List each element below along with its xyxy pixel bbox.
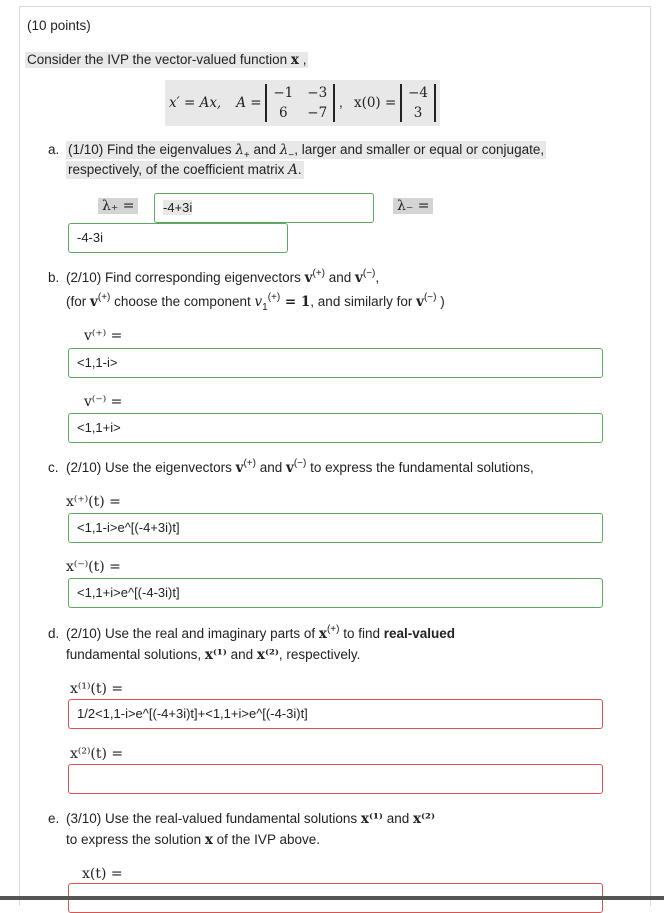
x1-symbol: x⁽¹⁾ xyxy=(360,811,383,827)
part-a-question-line1 xyxy=(66,141,546,159)
intro-var: x xyxy=(290,52,299,68)
plus-superscript: (+) xyxy=(312,268,325,279)
x-plus-input[interactable] xyxy=(68,513,603,543)
part-d-letter: d. xyxy=(48,626,60,641)
part-e-text: (3/10) Use the real-valued fundamental solutions xyxy=(66,811,361,826)
minus-superscript: (−) xyxy=(362,268,376,279)
v-symbol: v xyxy=(416,294,424,310)
part-a-letter: a. xyxy=(48,142,60,157)
part-a-question-line2: respectively, of the coefficient matrix A. xyxy=(68,162,302,178)
part-c-letter: c. xyxy=(48,460,59,475)
v-plus-label: v⁽⁺⁾ = xyxy=(84,328,123,344)
part-c-text: (2/10) Use the eigenvectors xyxy=(66,460,236,475)
part-d-question-line2 xyxy=(66,647,360,663)
x2-label: x⁽²⁾(t) = xyxy=(70,746,124,762)
points-label: (10 points) xyxy=(27,18,91,33)
lambda-minus-label: λ₋ = xyxy=(393,198,433,214)
part-b-text: (for xyxy=(66,294,91,309)
part-e-letter: e. xyxy=(48,811,60,826)
x2-symbol: x⁽²⁾ xyxy=(256,647,279,663)
part-d-text: and xyxy=(226,647,257,662)
x-minus-label: x⁽⁻⁾(t) = xyxy=(66,559,121,575)
ivp-equation: x′ = Ax, A = −1 −3 6 −7 , x(0) = −4 3 xyxy=(165,80,440,126)
part-b-text: and xyxy=(325,270,356,285)
x2-input[interactable] xyxy=(68,764,603,794)
plus-superscript: (+) xyxy=(267,292,281,303)
part-b-letter: b. xyxy=(48,270,60,285)
v-symbol: v xyxy=(90,294,98,310)
part-c-text: and xyxy=(255,460,286,475)
part-d-text: (2/10) Use the real and imaginary parts of xyxy=(66,626,319,641)
v-plus-value: <1,1-i> xyxy=(77,355,118,370)
matrix-var: A xyxy=(288,162,298,178)
lambda-plus-symbol: λ xyxy=(235,142,244,158)
part-d-text: , respectively. xyxy=(278,647,361,662)
matrix-cell: −1 xyxy=(273,85,294,102)
part-b-question-line1: (2/10) Find corresponding eigenvectors v(+) and v(−), xyxy=(66,268,380,286)
x1-label: x⁽¹⁾(t) = xyxy=(70,681,124,697)
part-a-text: and xyxy=(249,142,280,157)
part-e-question-line2 xyxy=(66,832,320,848)
part-e-text: to express the solution xyxy=(66,832,205,847)
initial-vector xyxy=(400,84,436,122)
part-a-text: , larger and smaller or equal or conjugate, xyxy=(294,142,545,157)
x-symbol: x xyxy=(318,626,327,642)
matrix-label: A = xyxy=(236,95,262,111)
part-b-text: (2/10) Find corresponding eigenvectors xyxy=(66,270,305,285)
v-minus-input[interactable] xyxy=(68,413,603,443)
part-e-text: and xyxy=(382,811,413,826)
minus-superscript: (−) xyxy=(293,458,307,469)
lambda-minus-value: -4-3i xyxy=(77,230,104,245)
lambda-minus-symbol: λ xyxy=(279,142,289,158)
ode-lhs: x′ = Ax, xyxy=(169,95,222,111)
v-symbol: v xyxy=(285,460,294,476)
vector-cell: −4 xyxy=(408,85,428,102)
part-b-text: choose the component xyxy=(110,294,255,309)
real-valued-emphasis: real-valued xyxy=(383,626,456,641)
plus-superscript: (+) xyxy=(97,292,111,303)
part-e-text: of the IVP above. xyxy=(212,832,320,847)
v-minus-value: <1,1+i> xyxy=(77,420,121,435)
lambda-minus-input[interactable] xyxy=(68,223,288,253)
part-a-text: (1/10) Find the eigenvalues xyxy=(68,142,236,157)
v-plus-input[interactable] xyxy=(68,348,603,378)
x1-value: 1/2<1,1-i>e^[(-4+3i)t]+<1,1+i>e^[(-4-3i)t] xyxy=(77,706,308,721)
lambda-plus-subscript: + xyxy=(243,150,250,161)
bottom-scrollbar[interactable] xyxy=(0,896,664,900)
matrix-cell: −3 xyxy=(307,85,328,102)
matrix-cell: 6 xyxy=(279,105,288,122)
part-d-text: fundamental solutions, xyxy=(66,647,205,662)
x-minus-value: <1,1+i>e^[(-4-3i)t] xyxy=(77,585,180,600)
plus-superscript: (+) xyxy=(326,624,340,635)
part-e-question-line1 xyxy=(66,811,435,827)
intro-sentence: Consider the IVP the vector-valued function xyxy=(27,52,291,67)
x-plus-label: x⁽⁺⁾(t) = xyxy=(66,494,121,510)
part-b-text: ) xyxy=(436,294,445,309)
v-symbol: v xyxy=(304,270,313,286)
part-c-text: to express the fundamental solutions, xyxy=(306,460,534,475)
x-minus-input[interactable] xyxy=(68,578,603,608)
part-a-text: respectively, of the coefficient matrix xyxy=(68,162,289,177)
x-solution-label: x(t) = xyxy=(82,866,123,882)
v1-symbol: v xyxy=(254,294,263,310)
x2-symbol: x⁽²⁾ xyxy=(412,811,435,827)
v1-value: = 1 xyxy=(280,294,311,310)
v-symbol: v xyxy=(235,460,244,476)
part-b-text: , and similarly for xyxy=(310,294,417,309)
initial-condition-label: x(0) = xyxy=(353,95,397,111)
coefficient-matrix xyxy=(265,84,335,122)
v1-subscript: 1 xyxy=(262,302,268,313)
v-minus-label: v⁽⁻⁾ = xyxy=(84,394,123,410)
lambda-plus-value: -4+3i xyxy=(163,200,193,215)
minus-superscript: (−) xyxy=(423,292,437,303)
lambda-plus-label: λ₊ = xyxy=(98,198,138,214)
plus-superscript: (+) xyxy=(243,458,256,469)
matrix-cell: −7 xyxy=(307,105,328,122)
part-d-question-line1 xyxy=(66,626,455,642)
intro-text: Consider the IVP the vector-valued function x , xyxy=(27,52,307,68)
lambda-plus-input[interactable] xyxy=(154,193,374,223)
part-d-text: to find xyxy=(339,626,384,641)
part-b-question-line2 xyxy=(66,292,445,313)
x-plus-value: <1,1-i>e^[(-4+3i)t] xyxy=(77,520,180,535)
x1-input[interactable] xyxy=(68,699,603,729)
lambda-minus-subscript: − xyxy=(288,150,295,161)
v-symbol: v xyxy=(355,270,363,286)
x-symbol: x xyxy=(204,832,213,848)
vector-cell: 3 xyxy=(413,105,423,122)
part-c-question xyxy=(66,460,534,476)
x1-symbol: x⁽¹⁾ xyxy=(204,647,227,663)
